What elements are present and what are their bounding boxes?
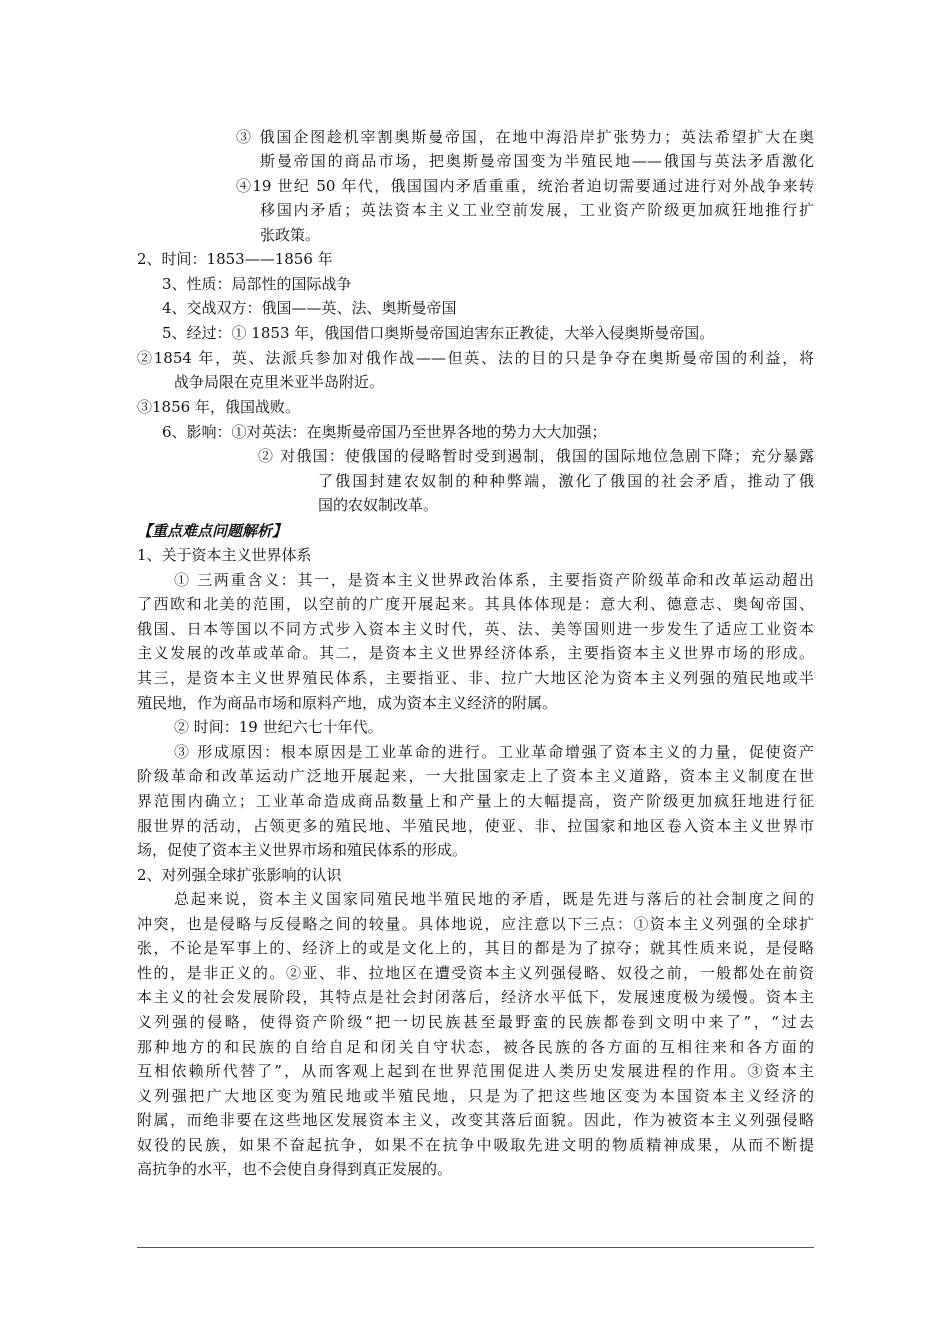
q1-p3-line-2: 阶级革命和改革运动广泛地开展起来，一大批国家走上了资本主义道路，资本主义制度在世 <box>137 767 814 785</box>
q2-title: 2、对列强全球扩张影响的认识 <box>137 866 342 884</box>
analysis-heading: 【重点难点问题解析】 <box>137 522 288 540</box>
q1-p3-line-1: ③ 形成原因：根本原因是工业革命的进行。工业革命增强了资本主义的力量，促使资产 <box>174 743 814 761</box>
impact-line-2a: ② 对俄国：使俄国的侵略暂时受到遏制，俄国的国际地位急剧下降；充分暴露 <box>258 447 814 465</box>
impact-line-1: 6、影响：①对英法：在奥斯曼帝国乃至世界各地的势力大大加强； <box>162 423 607 441</box>
q2-p1-line-5: 本主义的社会发展阶段，其特点是社会封闭落后，经济水平低下，发展速度极为缓慢。资本主 <box>137 988 814 1006</box>
cause-4-line-1: ④19 世纪 50 年代，俄国国内矛盾重重，统治者迫切需要通过进行对外战争来转 <box>236 177 814 195</box>
process-line-2b: 战争局限在克里米亚半岛附近。 <box>174 373 385 391</box>
q1-p3-line-3: 界范围内确立；工业革命造成商品数量上和产量上的大幅提高，资产阶级更加疯狂地进行征 <box>137 792 814 810</box>
q2-p1-line-4: 性的，是非正义的。②亚、非、拉地区在遭受资本主义列强侵略、奴役之前，一般都处在前资 <box>137 964 814 982</box>
q2-p1-line-1: 总起来说，资本主义国家同殖民地半殖民地的矛盾，既是先进与落后的社会制度之间的 <box>174 890 814 908</box>
q2-p1-line-6: 义列强的侵略，使得资产阶级“把一切民族甚至最野蛮的民族都卷到文明中来了”，“过去 <box>137 1013 814 1031</box>
war-nature: 3、性质：局部性的国际战争 <box>162 275 352 293</box>
q1-p1-line-4: 主义发展的改革或革命。其二，是资本主义世界经济体系，主要指资本主义世界市场的形成。 <box>137 644 814 662</box>
q1-p1-line-2: 了西欧和北美的范围，以空前的广度开展起来。其具体体现是：意大利、德意志、奥匈帝国、 <box>137 595 814 613</box>
cause-4-line-3: 张政策。 <box>260 226 321 244</box>
process-line-1: 5、经过：① 1853 年，俄国借口奥斯曼帝国迫害东正教徒，大举入侵奥斯曼帝国。 <box>162 324 715 342</box>
footer-divider <box>137 1247 814 1248</box>
cause-4-line-2: 移国内矛盾；英法资本主义工业空前发展，工业资产阶级更加疯狂地推行扩 <box>260 201 814 219</box>
q2-p1-line-7: 那种地方的和民族的自给自足和闭关自守状态，被各民族的各方面的互相往来和各方面的 <box>137 1038 814 1056</box>
q2-p1-line-10: 附属，而绝非要在这些地区发展资本主义，改变其落后面貌。因此，作为被资本主义列强侵略 <box>137 1111 814 1129</box>
q1-p3-line-4: 服世界的活动，占领更多的殖民地、半殖民地，使亚、非、拉国家和地区卷入资本主义世界市 <box>137 817 814 835</box>
process-line-3: ③1856 年，俄国战败。 <box>137 398 300 416</box>
q1-p1-line-3: 俄国、日本等国以不同方式步入资本主义时代，英、法、美等国则进一步发生了适应工业资本 <box>137 620 814 638</box>
q2-p1-line-8: 互相依赖所代替了”，从而客观上起到在世界范围促进人类历史发展进程的作用。③资本主 <box>137 1062 814 1080</box>
cause-3-line-1: ③ 俄国企图趁机宰割奥斯曼帝国，在地中海沿岸扩张势力；英法希望扩大在奥 <box>236 128 814 146</box>
war-parties: 4、交战双方：俄国——英、法、奥斯曼帝国 <box>162 299 457 317</box>
q2-p1-line-12: 高抗争的水平，也不会使自身得到真正发展的。 <box>137 1160 453 1178</box>
q2-p1-line-3: 张，不论是军事上的、经济上的或是文化上的，其目的都是为了掠夺；就其性质来说，是侵略 <box>137 939 814 957</box>
q1-p2: ② 时间：19 世纪六七十年代。 <box>174 718 383 736</box>
cause-3-line-2: 斯曼帝国的商品市场，把奥斯曼帝国变为半殖民地——俄国与英法矛盾激化 <box>260 152 814 170</box>
q1-p3-line-5: 场，促使了资本主义世界市场和殖民体系的形成。 <box>137 841 468 859</box>
q2-p1-line-11: 奴役的民族，如果不奋起抗争，如果不在抗争中吸取先进文明的物质精神成果，从而不断提 <box>137 1136 814 1154</box>
q1-p1-line-1: ① 三两重含义：其一，是资本主义世界政治体系，主要指资产阶级革命和改革运动超出 <box>174 571 814 589</box>
impact-line-2c: 国的农奴制改革。 <box>318 496 439 514</box>
q1-p1-line-6: 殖民地，作为商品市场和原料产地，成为资本主义经济的附属。 <box>137 694 558 712</box>
q2-p1-line-2: 冲突，也是侵略与反侵略之间的较量。具体地说，应注意以下三点：①资本主义列强的全球扩 <box>137 915 814 933</box>
q1-p1-line-5: 其三，是资本主义世界殖民体系，主要指亚、非、拉广大地区沦为资本主义列强的殖民地或半 <box>137 669 814 687</box>
process-line-2a: ②1854 年，英、法派兵参加对俄作战——但英、法的目的只是争夺在奥斯曼帝国的利益，将 <box>137 349 814 367</box>
war-time: 2、时间：1853——1856 年 <box>137 250 333 268</box>
impact-line-2b: 了俄国封建农奴制的种种弊端，激化了俄国的社会矛盾，推动了俄 <box>318 472 814 490</box>
q1-title: 1、关于资本主义世界体系 <box>137 546 312 564</box>
q2-p1-line-9: 义列强把广大地区变为殖民地或半殖民地，只是为了把这些地区变为本国资本主义经济的 <box>137 1087 814 1105</box>
